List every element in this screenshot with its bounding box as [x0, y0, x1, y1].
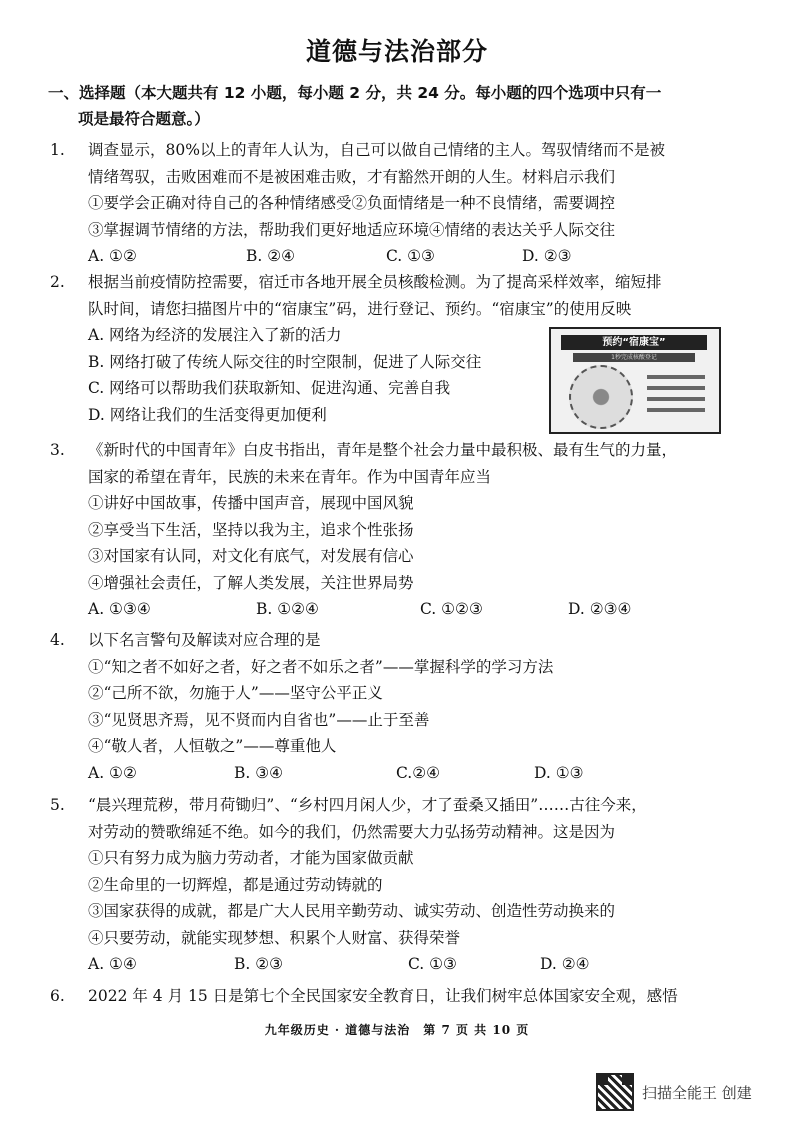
qr-code-icon: [596, 1073, 634, 1111]
question-number: 6.: [50, 987, 65, 1005]
option-a: A. 网络为经济的发展注入了新的活力: [88, 326, 342, 344]
option-a: A. ①②: [88, 763, 137, 782]
option-d: D. 网络让我们的生活变得更加便利: [88, 405, 327, 424]
question-text: 调查显示，80%以上的青年人认为，自己可以做自己情绪的主人。驾驭情绪而不是被: [88, 141, 665, 159]
question-text: 以下名言警句及解读对应合理的是: [88, 631, 321, 649]
options-row: [88, 951, 750, 978]
statement: ①“知之者不如好之者，好之者不如乐之者”——掌握科学的学习方法: [88, 657, 554, 676]
question-1: [50, 137, 750, 270]
option-b: B. 网络打破了传统人际交往的时空限制，促进了人际交往: [88, 352, 482, 371]
scanner-label: 扫描全能王 创建: [642, 1083, 752, 1102]
statement: ④“敬人者，人恒敬之”——尊重他人: [88, 737, 337, 755]
statement: ①讲好中国故事，传播中国声音，展现中国风貌: [88, 494, 414, 512]
page-footer: 九年级历史 · 道德与法治 第 7 页 共 10 页: [264, 1023, 530, 1037]
statement: ③掌握调节情绪的方法，帮助我们更好地适应环境④情绪的表达关乎人际交往: [88, 220, 616, 239]
statement: ②生命里的一切辉煌，都是通过劳动铸就的: [88, 875, 383, 894]
option-b: B. ②③: [234, 955, 284, 973]
statement: ③对国家有认同，对文化有底气，对发展有信心: [88, 547, 414, 565]
question-text: 国家的希望在青年，民族的未来在青年。作为中国青年应当: [88, 467, 492, 486]
question-text: 2022 年 4 月 15 日是第七个全民国家安全教育日，让我们树牢总体国家安全观，感悟: [88, 987, 678, 1005]
options-row: [88, 760, 750, 787]
statement: ①只有努力成为脑力劳动者，才能为国家做贡献: [88, 849, 414, 867]
question-text: 队时间，请您扫描图片中的“宿康宝”码，进行登记、预约。“宿康宝”的使用反映: [88, 299, 632, 318]
question-number: 2.: [50, 273, 65, 291]
question-3: [50, 437, 750, 623]
option-a: A. ①②: [88, 247, 137, 265]
options-row: [88, 596, 750, 623]
question-number: 1.: [50, 141, 65, 159]
statement: ③国家获得的成就，都是广大人民用辛勤劳动、诚实劳动、创造性劳动换来的: [88, 902, 616, 920]
statement: ④只要劳动，就能实现梦想、积累个人财富、获得荣誉: [88, 928, 461, 947]
statement: ①要学会正确对待自己的各种情绪感受②负面情绪是一种不良情绪，需要调控: [88, 194, 616, 212]
option-c: C. ①③: [408, 955, 457, 973]
option-d: D. ②③: [522, 247, 572, 265]
question-5: [50, 792, 750, 978]
option-b: B. ①②④: [256, 600, 319, 618]
image-subtitle: 1秒完成核酸登记: [573, 353, 695, 362]
option-d: D. ①③: [534, 763, 584, 782]
option-a: A. ①③④: [88, 600, 151, 618]
question-number: 5.: [50, 796, 65, 814]
section-heading: [48, 80, 748, 132]
section-heading-line-2: 项是最符合题意。）: [78, 110, 210, 128]
image-text-lines: [647, 375, 705, 419]
question-text: 对劳动的赞歌绵延不绝。如今的我们，仍然需要大力弘扬劳动精神。这是因为: [88, 822, 616, 841]
question-text: “晨兴理荒秽，带月荷锄归”、“乡村四月闲人少，才了蚕桑又插田”……古往今来，: [88, 796, 647, 814]
option-b: B. ③④: [234, 763, 284, 782]
statement: ②享受当下生活，坚持以我为主，追求个性张扬: [88, 520, 414, 539]
question-6: [50, 983, 750, 1010]
statement: ④增强社会责任，了解人类发展，关注世界局势: [88, 573, 414, 592]
scanner-watermark: [596, 1074, 752, 1110]
question-number: 3.: [50, 441, 65, 459]
question-text: 根据当前疫情防控需要，宿迁市各地开展全员核酸检测。为了提高采样效率，缩短排: [88, 273, 662, 291]
statement: ②“己所不欲，勿施于人”——坚守公平正义: [88, 684, 383, 702]
option-d: D. ②③④: [568, 600, 632, 618]
option-c: C. ①②③: [420, 600, 483, 618]
options-row: [88, 243, 750, 270]
question-text: 情绪驾驭，击败困难而不是被困难击败，才有豁然开朗的人生。材料启示我们: [88, 167, 616, 186]
question-text: 《新时代的中国青年》白皮书指出，青年是整个社会力量中最积极、最有生气的力量，: [88, 441, 678, 459]
option-d: D. ②④: [540, 955, 590, 973]
option-a: A. ①④: [88, 955, 137, 973]
page-title: 道德与法治部分: [305, 37, 488, 66]
qr-code-icon: [569, 365, 633, 429]
image-banner: 预约“宿康宝”: [561, 335, 707, 350]
health-code-image: [549, 327, 721, 434]
section-heading-line-1: 一、选择题（本大题共有 12 小题，每小题 2 分，共 24 分。每小题的四个选项中只有一: [48, 84, 662, 102]
option-c: C. 网络可以帮助我们获取新知、促进沟通、完善自我: [88, 379, 451, 397]
option-c: C. ①③: [386, 247, 435, 265]
option-c: C.②④: [396, 763, 441, 782]
option-b: B. ②④: [246, 247, 296, 265]
question-4: [50, 627, 750, 786]
statement: ③“见贤思齐焉，见不贤而内自省也”——止于至善: [88, 710, 430, 729]
question-number: 4.: [50, 631, 65, 649]
